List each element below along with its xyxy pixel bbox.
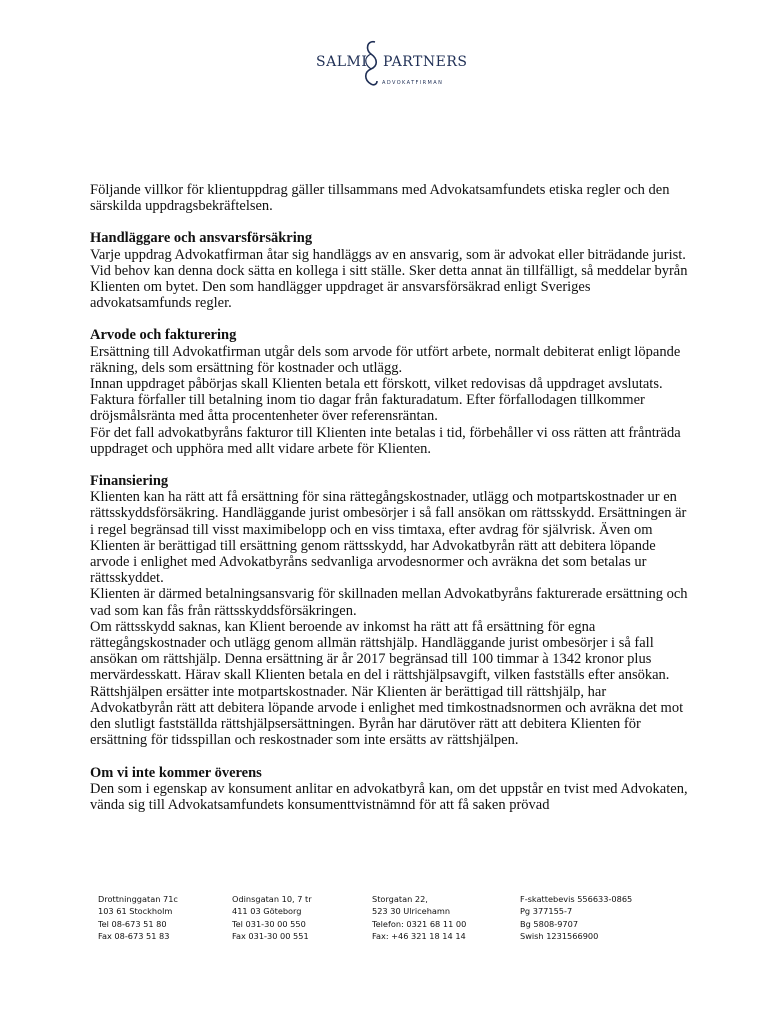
footer-line: Fax: +46 321 18 14 14 — [372, 931, 466, 942]
terms-section — [90, 473, 690, 748]
footer-line: Fax 08-673 51 83 — [98, 931, 170, 942]
section-paragraph: För det fall advokatbyråns fakturor till Klienten inte betalas i tid, förbehåller vi oss rätten att frånträda uppdraget och upphöra med allt vidare arbete för Klienten. — [90, 424, 681, 457]
footer-line: Odinsgatan 10, 7 tr — [232, 894, 312, 904]
footer-column-ulricehamn — [372, 893, 466, 943]
footer-line: Bg 5808-9707 — [520, 918, 579, 929]
footer-line: Fax 031-30 00 551 — [232, 931, 309, 942]
footer-line: Pg 377155-7 — [520, 906, 573, 917]
logo-text-right: PARTNERS — [383, 54, 468, 70]
section-paragraph: Den som i egenskap av konsument anlitar en advokatbyrå kan, om det uppstår en tvist med Advokaten, vända sig till Advokatsamfundets konsumenttvistnämnd för att få saken prövad — [90, 780, 688, 813]
sections-container — [90, 230, 690, 813]
section-paragraph: Ersättning till Advokatfirman utgår dels som arvode för utfört arbete, normalt debiterat enligt löpande räkning, dels som ersättning för kostnader och utlägg. — [90, 343, 681, 376]
footer-line: Storgatan 22, — [372, 894, 428, 904]
footer-line: Swish 1231566900 — [520, 931, 599, 942]
section-paragraph: Varje uppdrag Advokatfirman åtar sig handläggs av en ansvarig, som är advokat eller biträdande jurist. Vid behov kan denna dock sätta en kollega i sitt ställe. Sker detta annat än tillfälligt, så meddelar byrån Klienten om bytet. Den som handlägger uppdraget är ansvarsförsäkrad enligt Sveriges advokatsamfunds regler. — [90, 246, 688, 312]
footer-column-company-info — [520, 893, 632, 943]
footer-column-goteborg — [232, 893, 312, 943]
terms-body — [90, 182, 690, 813]
section-heading: Finansiering — [90, 473, 169, 490]
logo-text-left: SALMI — [316, 54, 368, 70]
section-paragraph: Om rättsskydd saknas, kan Klient beroende av inkomst ha rätt att få ersättning för egna rättegångskostnader och utlägg genom allmän rättshjälp. Handläggande jurist ombesörjer i så fall ansökan om rättshjälp. Denna ersättning är år 2017 begränsad till 100 timmar à 1342 kronor plus mervärdesskatt. Härav skall Klienten betala en del i rättshjälpsavgift, vilken fastställs efter ansökan. Rättshjälpen ersätter inte motpartskostnader. När Klienten är berättigad till rättshjälp, har Advokatbyrån rätt att debitera löpande arvode i enlighet med timkostnadsnormen och avräkna det mot den slutligt fastställda rättshjälpsersättningen. Byrån har därutöver rätt att debitera Klienten för ersättning för tidsspillan och reskostnader som inte ersätts av rättshjälpen. — [90, 618, 684, 749]
intro-paragraph: Följande villkor för klientuppdrag gäller tillsammans med Advokatsamfundets etiska regler och den särskilda uppdragsbekräftelsen. — [90, 182, 670, 215]
section-heading: Arvode och fakturering — [90, 327, 237, 344]
terms-section — [90, 765, 690, 814]
logo-subtitle: ADVOKATFIRMAN — [382, 80, 444, 86]
section-heading: Om vi inte kommer överens — [90, 764, 262, 781]
section-heading: Handläggare och ansvarsförsäkring — [90, 230, 313, 247]
section-paragraph: Klienten kan ha rätt att få ersättning för sina rättegångskostnader, utlägg och motpartskostnader ur en rättsskyddsförsäkring. Handläggande jurist ombesörjer i så fall ansökan om rättsskydd. Ersättningen är i regel begränsad till visst maximibelopp och en viss timtaxa, efter avdrag för självrisk. Även om Klienten är berättigad till ersättning genom rättsskydd, har Advokatbyrån rätt att debitera löpande arvode i enlighet med Advokatbyråns sedvanliga arvodesnormer och avräkna det som betalas ur rättsskyddet. — [90, 489, 687, 587]
terms-section — [90, 327, 690, 457]
footer-column-stockholm — [98, 893, 178, 943]
section-sign-icon — [360, 38, 382, 88]
footer-line: F-skattebevis 556633-0865 — [520, 894, 633, 904]
section-paragraph: Klienten är därmed betalningsansvarig för skillnaden mellan Advokatbyråns fakturerade ersättning och vad som kan fås från rättsskyddsförsäkringen. — [90, 586, 688, 619]
terms-section — [90, 230, 690, 311]
footer-line: 411 03 Göteborg — [232, 906, 302, 917]
footer-line: Drottninggatan 71c — [98, 894, 178, 904]
section-paragraph: Faktura förfaller till betalning inom tio dagar från fakturadatum. Efter förfallodagen tillkommer dröjsmålsränta med åtta procentenheter över referensräntan. — [90, 392, 645, 425]
footer-line: Telefon: 0321 68 11 00 — [372, 918, 467, 929]
footer-line: 103 61 Stockholm — [98, 906, 173, 917]
footer-line: Tel 031-30 00 550 — [232, 918, 306, 929]
section-paragraph: Innan uppdraget påbörjas skall Klienten betala ett förskott, vilket redovisas då uppdraget avslutats. — [90, 376, 663, 393]
footer-line: Tel 08-673 51 80 — [98, 918, 167, 929]
footer-line: 523 30 Ulricehamn — [372, 906, 451, 917]
firm-logo — [300, 36, 470, 98]
